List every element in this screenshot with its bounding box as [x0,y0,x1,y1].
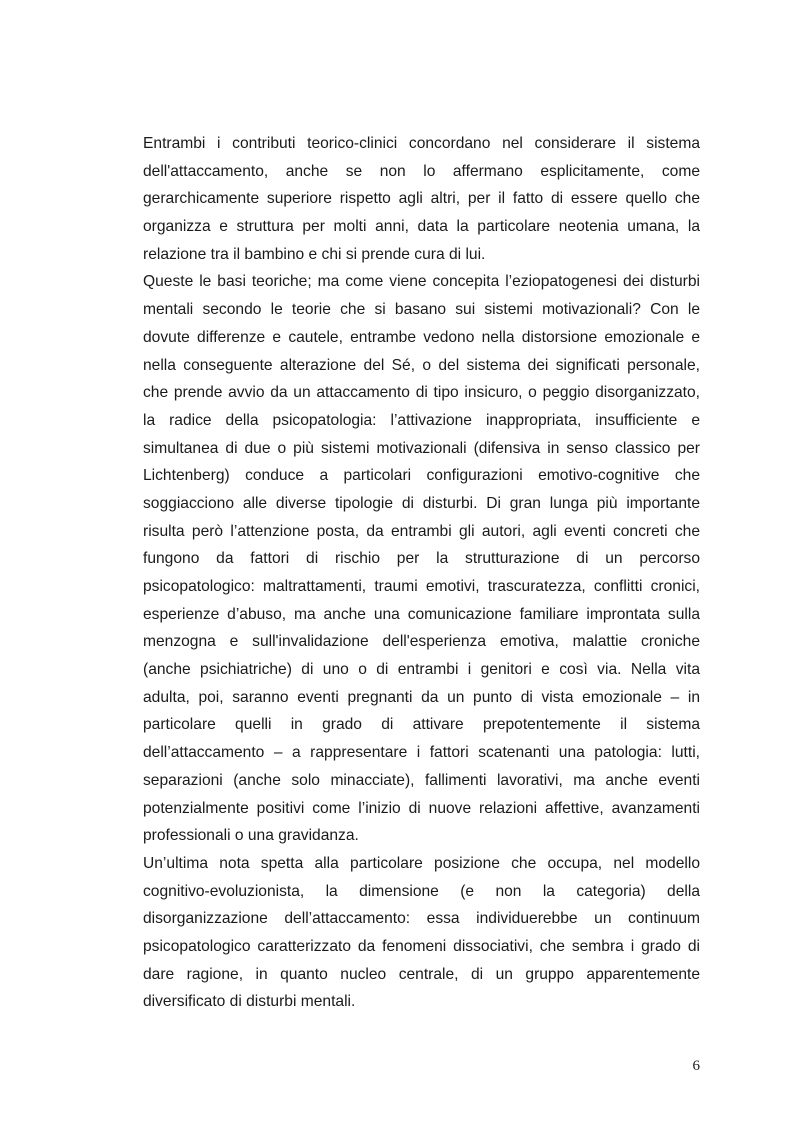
text-line: diversificato di disturbi mentali. [143,993,356,1011]
text-line: cognitivo-evoluzionista, la dimensione (e non la categoria) della [143,882,700,900]
text-line: risulta però l’attenzione posta, da entrambi gli autori, agli eventi concreti che [143,522,700,540]
text-line: Queste le basi teoriche; ma come viene concepita l’eziopatogenesi dei disturbi [143,273,700,291]
text-line: nella conseguente alterazione del Sé, o del sistema dei significati personale, [143,356,700,374]
text-line: disorganizzazione dell’attaccamento: essa individuerebbe un continuum [143,910,700,928]
paragraph-2 [143,268,700,849]
text-line: fungono da fattori di rischio per la strutturazione di un percorso [143,550,700,568]
text-line: Entrambi i contributi teorico-clinici concordano nel considerare il sistema [143,135,700,152]
text-line: particolare quelli in grado di attivare prepotentemente il sistema [143,716,700,734]
text-line: psicopatologico caratterizzato da fenomeni dissociativi, che sembra i grado di [143,937,700,955]
text-line: organizza e struttura per molti anni, data la particolare neotenia umana, la [143,218,700,236]
text-line: psicopatologico: maltrattamenti, traumi emotivi, trascuratezza, conflitti cronici, [143,578,700,595]
text-line: adulta, poi, saranno eventi pregnanti da un punto di vista emozionale – in [143,688,700,706]
text-line: dell’attaccamento – a rappresentare i fattori scatenanti una patologia: lutti, [143,744,700,762]
text-line: professionali o una gravidanza. [143,827,359,845]
text-line: Un’ultima nota spetta alla particolare posizione che occupa, nel modello [143,854,700,872]
text-line: esperienze d’abuso, ma anche una comunicazione familiare improntata sulla [143,605,700,623]
text-line: separazioni (anche solo minacciate), fallimenti lavorativi, ma anche eventi [143,771,700,789]
text-line: mentali secondo le teorie che si basano sui sistemi motivazionali? Con le [143,301,700,319]
text-line: potenzialmente positivi come l’inizio di nuove relazioni affettive, avanzamenti [143,799,700,817]
page-number: 6 [692,1058,700,1074]
text-line: (anche psichiatriche) di uno o di entrambi i genitori e così via. Nella vita [143,661,700,679]
text-line: menzogna e sull'invalidazione dell'esperienza emotiva, malattie croniche [143,633,700,651]
paragraph-1 [143,130,700,268]
text-line: dell'attaccamento, anche se non lo affermano esplicitamente, come [143,162,700,180]
text-line: relazione tra il bambino e chi si prende cura di lui. [143,245,486,263]
text-line: soggiacciono alle diverse tipologie di disturbi. Di gran lunga più importante [143,494,700,512]
text-line: che prende avvio da un attaccamento di tipo insicuro, o peggio disorganizzato, [143,384,700,402]
text-line: simultanea di due o più sistemi motivazionali (difensiva in senso classico per [143,439,700,457]
text-line: la radice della psicopatologia: l’attivazione inappropriata, insufficiente e [143,411,700,429]
text-line: dovute differenze e cautele, entrambe vedono nella distorsione emozionale e [143,328,700,346]
paragraph-3 [143,850,700,1016]
body-text [143,130,700,1016]
text-line: Lichtenberg) conduce a particolari configurazioni emotivo-cognitive che [143,467,700,485]
text-line: dare ragione, in quanto nucleo centrale, di un gruppo apparentemente [143,965,700,983]
text-line: gerarchicamente superiore rispetto agli altri, per il fatto di essere quello che [143,190,700,208]
